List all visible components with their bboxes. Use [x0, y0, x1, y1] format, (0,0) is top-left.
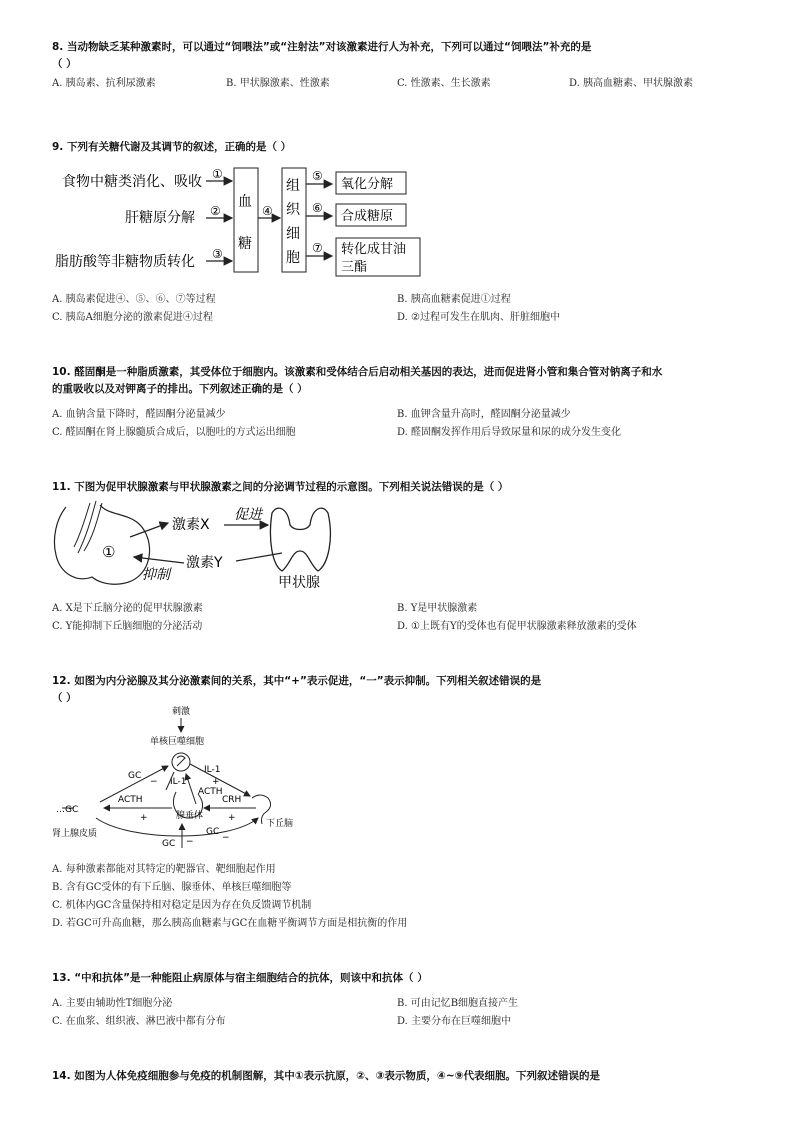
q10-option-a[interactable]: A. 血钠含量下降时，醛固酮分泌量减少	[52, 409, 226, 420]
q9-num-5: ⑤	[312, 169, 323, 183]
q8-stem-line1: 8. 当动物缺乏某种激素时，可以通过“饲喂法”或“注射法”对该激素进行人为补充，下列可以通过“饲喂法”补充的是	[52, 41, 592, 53]
q12-minus-1: −	[150, 777, 158, 787]
q12-stem-line2: （ ）	[52, 692, 77, 704]
q9-tissue-char1: 组	[286, 178, 300, 194]
q9-option-b[interactable]: B. 胰高血糖素促进①过程	[397, 294, 511, 305]
q9-sugar-metabolism-diagram	[0, 160, 794, 280]
q9-blood-char1: 血	[238, 194, 252, 210]
q12-option-c[interactable]: C. 机体内GC含量保持相对稳定是因为存在负反馈调节机制	[52, 900, 312, 911]
q12-pituitary: 腺垂体	[176, 811, 204, 821]
q13-option-a[interactable]: A. 主要由辅助性T细胞分泌	[52, 998, 173, 1009]
q9-tissue-char4: 胞	[286, 250, 300, 266]
q10-option-d[interactable]: D. 醛固酮发挥作用后导致尿量和尿的成分发生变化	[397, 427, 622, 438]
q11-thyroid-regulation-diagram	[0, 495, 794, 595]
q9-source-glycogen: 肝糖原分解	[125, 210, 195, 226]
q12-option-b[interactable]: B. 含有GC受体的有下丘脑、腺垂体、单核巨噬细胞等	[52, 882, 292, 893]
q8-option-b[interactable]: B. 甲状腺激素、性激素	[226, 78, 330, 89]
q12-stem-line1: 12. 如图为内分泌腺及其分泌激素间的关系，其中“+”表示促进，“一”表示抑制。下列相关叙述错误的是	[52, 675, 542, 687]
q10-stem-line1: 10. 醛固酮是一种脂质激素，其受体位于细胞内。该激素和受体结合后启动相关基因的表达，进而促进肾小管和集合管对钠离子和水	[52, 366, 663, 378]
q12-dots-gc: …GC	[56, 805, 79, 815]
q9-tissue-char2: 织	[286, 202, 300, 218]
q8-stem-line2: （ ）	[52, 58, 77, 70]
q11-stem: 11. 下图为促甲状腺激素与甲状腺激素之间的分泌调节过程的示意图。下列相关说法错误的是（ ）	[52, 481, 509, 493]
q9-num-2: ②	[210, 204, 221, 218]
q9-source-nonsugar: 脂肪酸等非糖物质转化	[55, 254, 195, 270]
q11-option-b[interactable]: B. Y是甲状腺激素	[397, 603, 478, 614]
q10-option-b[interactable]: B. 血钾含量升高时，醛固酮分泌量减少	[397, 409, 571, 420]
q9-result-triglyceride-1: 转化成甘油	[341, 242, 407, 257]
q11-promote-label: 促进	[234, 507, 262, 523]
q13-option-b[interactable]: B. 可由记忆B细胞直接产生	[397, 998, 519, 1009]
q9-num-1: ①	[212, 167, 223, 181]
q9-option-d[interactable]: D. ②过程可发生在肌肉、肝脏细胞中	[397, 312, 560, 323]
q9-num-7: ⑦	[312, 241, 323, 255]
q11-option-d[interactable]: D. ①上既有Y的受体也有促甲状腺激素释放激素的受体	[397, 621, 637, 632]
q12-gc-top: GC	[128, 771, 142, 781]
q9-num-6: ⑥	[312, 201, 323, 215]
q12-option-d[interactable]: D. 若GC可升高血糖，那么胰高血糖素与GC在血糖平衡调节方面是相抗衡的作用	[52, 918, 408, 929]
q9-num-3: ③	[212, 247, 223, 261]
q9-blood-char2: 糖	[238, 236, 252, 252]
q12-il1-right: IL-1	[204, 765, 221, 775]
q11-option-c[interactable]: C. Y能抑制下丘脑细胞的分泌活动	[52, 621, 203, 632]
q12-acth-top: ACTH	[198, 787, 223, 797]
q12-plus-1: +	[212, 777, 220, 787]
q12-stimulus: 刺激	[172, 707, 191, 717]
q8-option-a[interactable]: A. 胰岛素、抗利尿激素	[52, 78, 156, 89]
q9-option-a[interactable]: A. 胰岛素促进④、⑤、⑥、⑦等过程	[52, 294, 216, 305]
q9-option-c[interactable]: C. 胰岛A细胞分泌的激素促进④过程	[52, 312, 213, 323]
q10-stem-line2: 的重吸收以及对钾离子的排出。下列叙述正确的是（ ）	[52, 383, 308, 395]
q11-hormone-x: 激素X	[172, 517, 210, 533]
q12-il1-left: IL-1	[170, 777, 187, 787]
q13-option-c[interactable]: C. 在血浆、组织液、淋巴液中都有分布	[52, 1016, 226, 1027]
q12-gc-bottom: GC	[162, 839, 176, 849]
q9-stem: 9. 下列有关糖代谢及其调节的叙述，正确的是（ ）	[52, 141, 292, 153]
q11-hormone-y: 激素Y	[186, 555, 223, 571]
q14-stem: 14. 如图为人体免疫细胞参与免疫的机制图解，其中①表示抗原，②、③表示物质，④~⑨代表细胞。下列叙述错误的是	[52, 1070, 601, 1082]
q9-tissue-char3: 细	[286, 226, 300, 242]
q12-minus-2: −	[222, 833, 230, 843]
q13-stem: 13. “中和抗体”是一种能阻止病原体与宿主细胞结合的抗体，则该中和抗体（ ）	[52, 972, 428, 984]
q12-plus-2: +	[140, 813, 148, 823]
q9-result-oxidation: 氧化分解	[341, 177, 394, 192]
q12-adrenal-cortex: 肾上腺皮质	[52, 829, 98, 839]
q12-plus-3: +	[228, 813, 236, 823]
q11-option-a[interactable]: A. X是下丘脑分泌的促甲状腺激素	[52, 603, 203, 614]
q13-option-d[interactable]: D. 主要分布在巨噬细胞中	[397, 1016, 512, 1027]
q8-option-d[interactable]: D. 胰高血糖素、甲状腺激素	[569, 78, 694, 89]
q12-minus-3: −	[186, 837, 194, 847]
q9-result-triglyceride-2: 三酯	[341, 260, 368, 275]
q11-pituitary-number: ①	[102, 543, 116, 561]
q11-inhibit-label: 抑制	[142, 567, 170, 583]
q9-num-4: ④	[262, 204, 273, 218]
q12-hypothalamus: 下丘脑	[266, 819, 294, 829]
q9-result-glycogen: 合成糖原	[341, 209, 394, 224]
q11-thyroid-label: 甲状腺	[278, 575, 320, 591]
q8-option-c[interactable]: C. 性激素、生长激素	[397, 78, 491, 89]
q12-crh: CRH	[222, 795, 242, 805]
q12-gc-bottom-right: GC	[206, 827, 220, 837]
q10-option-c[interactable]: C. 醛固酮在肾上腺髓质合成后，以胞吐的方式运出细胞	[52, 427, 296, 438]
q12-monocyte: 单核巨噬细胞	[150, 737, 205, 747]
q12-acth-left: ACTH	[118, 795, 143, 805]
q9-source-food: 食物中糖类消化、吸收	[62, 174, 202, 190]
q12-option-a[interactable]: A. 每种激素都能对其特定的靶器官、靶细胞起作用	[52, 864, 276, 875]
q12-endocrine-feedback-diagram	[0, 702, 794, 852]
